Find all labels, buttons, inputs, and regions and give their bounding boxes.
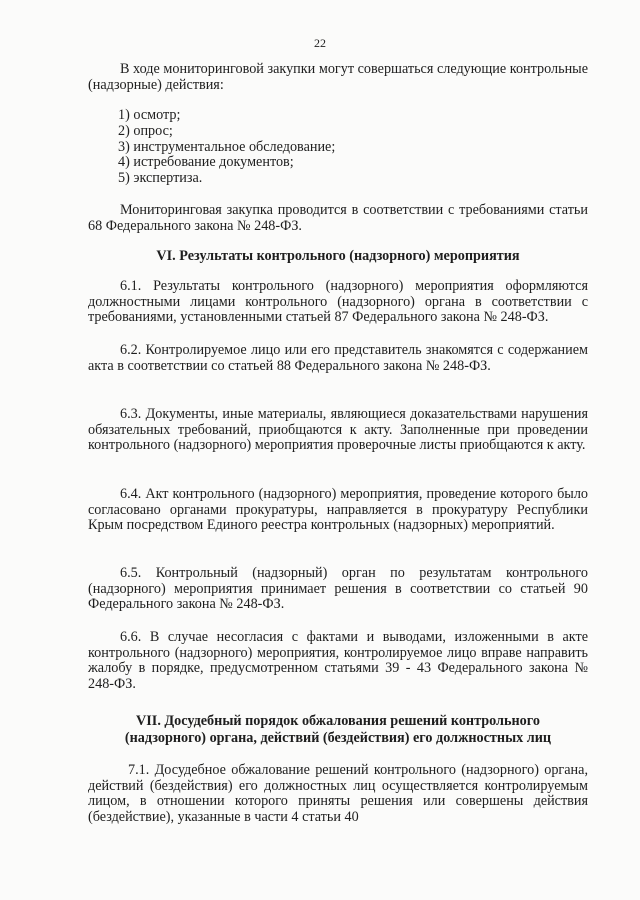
actions-list [118, 108, 335, 187]
section-7-heading-line-2: (надзорного) органа, действий (бездействия) его должностных лиц [124, 730, 552, 746]
list-item: 5) экспертиза. [118, 170, 203, 187]
list-item: 3) инструментальное обследование; [118, 138, 336, 155]
paragraph-6-1: 6.1. Результаты контрольного (надзорного) мероприятия оформляются должностными лицами контрольного (надзорного) органа в соответствии с требованиями, установленными статьей 87 Федерального закона № 248-ФЗ. [88, 278, 588, 326]
paragraph-6-6: 6.6. В случае несогласия с фактами и выводами, изложенными в акте контрольного (надзорного) мероприятия, контролируемое лицо вправе направить жалобу в порядке, предусмотренном статьями 39 - 43 Федерального закона № 248-ФЗ. [88, 629, 588, 692]
monitoring-note: Мониторинговая закупка проводится в соответствии с требованиями статьи 68 Федерального закона № 248-ФЗ. [88, 202, 588, 234]
paragraph-7-1: 7.1. Досудебное обжалование решений контрольного (надзорного) органа, действий (бездействия) его должностных лиц осуществляется контролируемым лицом, в отношении которого приняты решения или совершены действия (бездействие), указанные в части 4 статьи 40 [88, 762, 588, 825]
list-item: 1) осмотр; [118, 107, 181, 123]
paragraph-6-2: 6.2. Контролируемое лицо или его представитель знакомятся с содержанием акта в соответствии со статьей 88 Федерального закона № 248-ФЗ. [88, 342, 588, 374]
section-6-heading: VI. Результаты контрольного (надзорного) мероприятия [156, 248, 520, 264]
list-item: 4) истребование документов; [118, 154, 294, 171]
section-7-heading [88, 713, 588, 747]
section-7-heading-line-1: VII. Досудебный порядок обжалования решений контрольного [136, 713, 540, 729]
paragraph-6-5: 6.5. Контрольный (надзорный) орган по результатам контрольного (надзорного) мероприятия принимает решения в соответствии со статьей 90 Федерального закона № 248-ФЗ. [88, 565, 588, 613]
paragraph-6-3: 6.3. Документы, иные материалы, являющиеся доказательствами нарушения обязательных требований, приобщаются к акту. Заполненные при проведении контрольного (надзорного) мероприятия проверочные листы приобщаются к акту. [88, 406, 588, 454]
intro-paragraph: В ходе мониторинговой закупки могут совершаться следующие контрольные (надзорные) действия: [88, 61, 588, 93]
page-number: 22 [314, 36, 326, 50]
paragraph-6-4: 6.4. Акт контрольного (надзорного) мероприятия, проведение которого было согласовано органами прокуратуры, направляется в прокуратуру Республики Крым посредством Единого реестра контрольных (надзорных) мероприятий. [88, 486, 588, 534]
list-item: 2) опрос; [118, 122, 173, 139]
